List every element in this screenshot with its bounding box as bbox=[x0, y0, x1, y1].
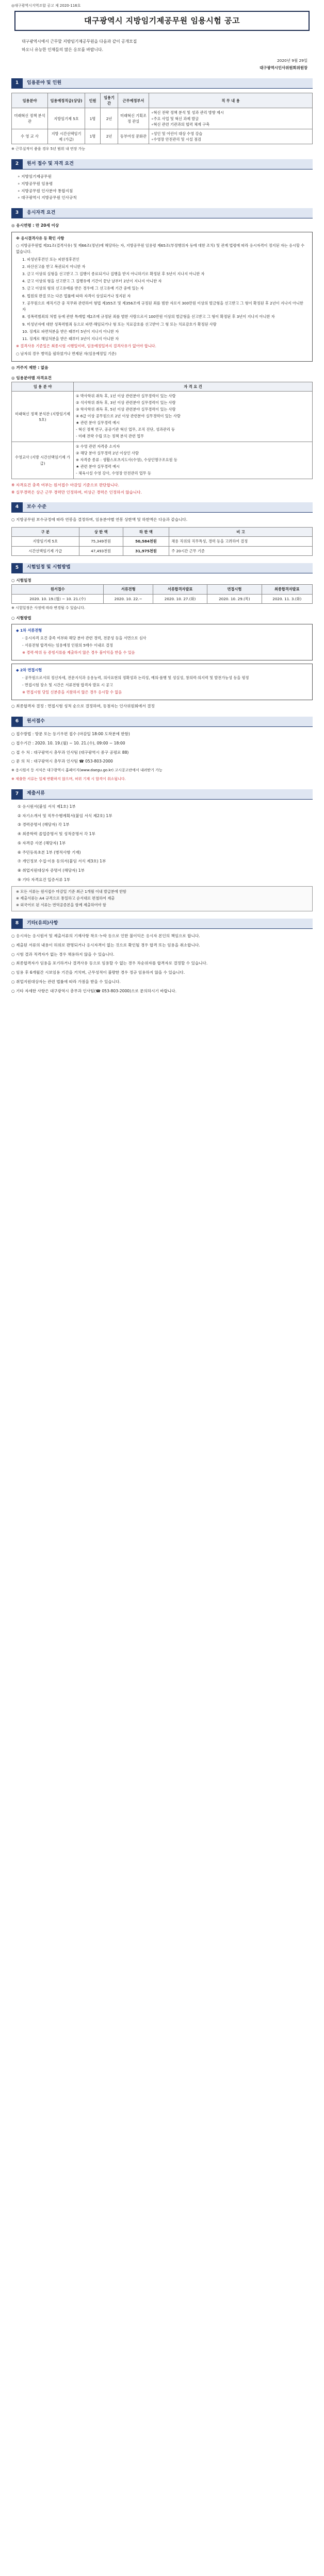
page-title: 대구광역시 지방임기제공무원 임용시험 공고 bbox=[84, 15, 240, 25]
intro bbox=[11, 38, 313, 53]
notebox-line: 3. 금고 이상의 실형을 선고받고 그 집행이 종료되거나 집행을 받지 아니하기로 확정된 후 5년이 지나지 아니한 자 bbox=[22, 271, 205, 276]
section-num: 8 bbox=[11, 919, 23, 929]
th: 원서접수 bbox=[12, 585, 104, 594]
doc-item: ⑨ 기타 자격요건 입증서류 1부 bbox=[18, 877, 70, 882]
salary-table bbox=[11, 527, 313, 555]
td: 1명 bbox=[85, 129, 101, 144]
doc-item: ③ 경력증명서 (해당자) 각 1부 bbox=[18, 822, 70, 827]
table-row bbox=[12, 537, 313, 546]
section-num: 6 bbox=[11, 717, 23, 727]
td: 지방임기제 5호 bbox=[12, 537, 79, 546]
td: 수 영 교 사 bbox=[12, 129, 48, 144]
td: ① 박사학위 취득 후, 1년 이상 관련분야 실무경력이 있는 사람 ② 석사학위 취득 후, 3년 이상 관련분야 실무경력이 있는 사람 ③ 학사학위 취득 후, 5년 이상 관련분야 실무경력이 있는 사람 ④ 6급 이상 공무원으로 2년 이상 관련분야 실무경력이 있는 사람 ★ 관련 분야 실무경력 예시 - 혁신 정책 연구, 공공기관 혁신 업무, 조직 진단, 성과관리 등 - 미래 전략 수립 또는 정책 분석 관련 업무 bbox=[74, 392, 313, 442]
th: 구 분 bbox=[12, 528, 79, 537]
td: 47,493천원 bbox=[79, 546, 123, 555]
section-4-head bbox=[11, 502, 313, 513]
section-title: 임용분야 및 인원 bbox=[23, 78, 313, 89]
s8-lines bbox=[11, 933, 313, 994]
qual-title: ◎ 임용분야별 자격요건 bbox=[11, 375, 52, 380]
list-item: ※ 제출한 서류는 일체 반환하지 않으며, 허위 기재 시 합격이 취소됩니다. bbox=[11, 776, 126, 781]
list-item: ∘ 대구광역시 지방공무원 인사규칙 bbox=[18, 195, 77, 200]
section-8-head bbox=[11, 919, 313, 929]
section-num: 7 bbox=[11, 789, 23, 800]
th: 최종합격자발표 bbox=[262, 585, 312, 594]
qualification-table bbox=[11, 382, 313, 479]
th: 근무예정부서 bbox=[118, 93, 149, 108]
td: ∘혁신 전략 정책 분석 및 성과 관리 방향 제시 ∘주요 사업 및 혁신 과제 발굴 ∘혁신 관련 기관과의 협력 체계 구축 bbox=[149, 108, 313, 129]
section-title: 기타(유의)사항 bbox=[23, 919, 313, 929]
td: 지방 시간선택임기제 (가급) bbox=[48, 129, 85, 144]
s7-docs bbox=[11, 804, 313, 883]
list-item: ○ 취업지원대상자는 관련 법률에 따라 가점을 받을 수 있습니다. bbox=[11, 979, 121, 984]
section-title: 보수 수준 bbox=[23, 502, 313, 513]
notebox-line: ○ 남자의 경우 병역을 필하였거나 면제된 자(임용예정일 기준) bbox=[16, 351, 117, 356]
td: 31,975천원 bbox=[123, 546, 169, 555]
td: 미래혁신 기획조정 관실 bbox=[118, 108, 149, 129]
doc-item: ⑧ 취업지원대상자 증명서 (해당자) 1부 bbox=[18, 868, 85, 873]
section-2-head bbox=[11, 159, 313, 170]
td: ∘성인 및 어린이 대상 수영 강습 ∘수영장 안전관리 및 시설 점검 bbox=[149, 129, 313, 144]
section-num: 1 bbox=[11, 78, 23, 89]
th: 직 무 내 용 bbox=[149, 93, 313, 108]
method-line: ※ 면접시험 당일 신분증을 지참하지 않은 경우 응시할 수 없음 bbox=[22, 690, 122, 694]
section-7-head bbox=[11, 789, 313, 800]
notebox-line: ○ 지방공무원법 제31조(결격사유) 및 제66조(정년)에 해당하는 자, 지방공무원 임용령 제65조(부정행위자 등에 대한 조치) 및 관계 법령에 따라 응시자격이 정지된 자는 응시할 수 없습니다. bbox=[16, 243, 305, 255]
doc-item: ④ 최종학력 졸업증명서 및 성적증명서 각 1부 bbox=[18, 832, 95, 837]
notebox-line: 6. 법원의 판결 또는 다른 법률에 따라 자격이 상실되거나 정지된 자 bbox=[22, 293, 131, 298]
td: 수영교사 (지방 시간선택임기제 가급) bbox=[12, 442, 74, 479]
td: 미래혁신 정책 분석 관 bbox=[12, 108, 48, 129]
td: 2020. 10. 27.(화) bbox=[153, 594, 207, 603]
section-title: 원서접수 bbox=[23, 717, 313, 727]
th: 서류합격자발표 bbox=[153, 585, 207, 594]
table-row bbox=[12, 392, 313, 442]
td: 2020. 10. 19.(월) ~ 10. 21.(수) bbox=[12, 594, 104, 603]
td: 미래혁신 정책 분석관 (지방임기제 5호) bbox=[12, 392, 74, 442]
list-item: ∘ 지방임기제공무원 bbox=[18, 174, 52, 179]
section-num: 5 bbox=[11, 563, 23, 573]
table-row bbox=[12, 546, 313, 555]
s4-lead: ○ 지방공무원 보수규정에 따라 연봉을 결정하며, 임용분야별 연봉 상한액 및 하한액은 다음과 같습니다. bbox=[11, 517, 188, 522]
section-6-head bbox=[11, 717, 313, 727]
th: 임용분야 bbox=[12, 93, 48, 108]
list-item: ○ 제출된 서류의 내용이 허위로 판명되거나 응시자격이 없는 것으로 확인될 경우 합격 또는 임용을 취소합니다. bbox=[11, 942, 200, 947]
table-row bbox=[12, 108, 313, 129]
section-num: 2 bbox=[11, 159, 23, 170]
section-title: 응시자격 요건 bbox=[23, 208, 313, 218]
td: 50,584천원 bbox=[123, 537, 169, 546]
notebox-line: 1. 피성년후견인 또는 피한정후견인 bbox=[22, 257, 79, 262]
td: ① 수영 관련 자격증 소지자 ② 해당 분야 실무경력 2년 이상인 사람 ※ 자격증 종류 : 생활스포츠지도사(수영), 수상인명구조요원 등 ★ 관련 분야 실무경력 예시 - 체육시설 수영 강사, 수영장 안전관리 업무 등 bbox=[74, 442, 313, 479]
th: 자 격 요 건 bbox=[74, 382, 313, 392]
list-item: ○ 접 수 처 : 대구광역시 총무과 인사팀 (대구광역시 중구 공평로 88) bbox=[11, 750, 129, 755]
list-item: ○ 응시자는 응시원서 및 제출서류의 기재사항 착오·누락 등으로 인한 불이익은 응시자 본인의 책임으로 합니다. bbox=[11, 934, 200, 939]
section-num: 4 bbox=[11, 502, 23, 513]
intro-line: 대구광역시에서 근무할 지방임기제공무원을 다음과 같이 공개모집 bbox=[22, 39, 137, 44]
notebox-line: 8. 성폭력범죄의 처벌 등에 관한 특례법 제2조에 규정된 죄를 범한 사람으로서 100만원 이상의 벌금형을 선고받고 그 형이 확정된 후 3년이 지나지 아니한 자 bbox=[22, 314, 275, 319]
method-line: - 응시자격 요건 충족 여부와 해당 분야 관련 경력, 전문성 등을 서면으로 심사 bbox=[22, 635, 147, 640]
list-item: ○ 최종합격자가 임용을 포기하거나 결격사유 등으로 임용할 수 없는 경우 차순위자를 합격자로 결정할 수 있습니다. bbox=[11, 961, 208, 966]
th: 비 고 bbox=[169, 528, 313, 537]
list-item: ○ 문 의 처 : 대구광역시 총무과 인사팀 ☎ 053-803-2000 bbox=[11, 759, 113, 764]
list-item: ○ 접수방법 : 방문 또는 등기우편 접수 (마감일 18:00 도착분에 한함) bbox=[11, 732, 130, 736]
doc-note: ※ 모든 서류는 원서접수 마감일 기준 최근 1개월 이내 발급분에 한함 bbox=[16, 889, 126, 894]
notebox-line: ※ 결격사유 기준일은 최종시험 시행일이며, 임용예정일까지 결격사유가 없어야 합니다. bbox=[16, 344, 156, 349]
td: 동부여성 문화관 bbox=[118, 129, 149, 144]
td: 2020. 10. 22.~ bbox=[104, 594, 153, 603]
th: 임 용 분 야 bbox=[12, 382, 74, 392]
sched-note: ※ 시험일정은 사정에 따라 변경될 수 있습니다. bbox=[11, 605, 86, 610]
s6-lines bbox=[11, 731, 313, 782]
method-title: ○ 시험방법 bbox=[11, 615, 31, 620]
intro-line: 하오니 유능한 인재들의 많은 응모를 바랍니다. bbox=[22, 47, 103, 52]
method-line: ※ 경력·학위 등 증빙서류를 제출하지 않은 경우 불이익을 받을 수 있음 bbox=[22, 650, 135, 655]
notebox-line: 4. 금고 이상의 형을 선고받고 그 집행유예 기간이 끝난 날부터 2년이 지나지 아니한 자 bbox=[22, 279, 162, 284]
method-line: - 면접시험 장소 및 시간은 서류전형 합격자 발표 시 공고 bbox=[22, 682, 113, 687]
section-1-head bbox=[11, 78, 313, 89]
header-note: ◎대구광역시지역조합 공고 제 2020-116호 bbox=[11, 4, 81, 8]
sched-title: ○ 시험일정 bbox=[11, 578, 31, 583]
th: 임용예정직급(상당) bbox=[48, 93, 85, 108]
section-title: 원서 접수 및 자격 요건 bbox=[23, 159, 313, 170]
notebox-line: 9. 미성년자에 대한 성폭력범죄 등으로 파면·해임되거나 형 또는 치료감호를 선고받아 그 형 또는 치료감호가 확정된 사람 bbox=[22, 321, 217, 327]
th: 임용기간 bbox=[101, 93, 118, 108]
th: 인원 bbox=[85, 93, 101, 108]
method-line: - 서류전형 합격자는 임용예정 인원의 5배수 이내로 결정 bbox=[22, 642, 113, 648]
section-title: 제출서류 bbox=[23, 789, 313, 800]
method-1-box bbox=[11, 624, 313, 660]
red-note: ※ 자격요건 충족 여부는 원서접수 마감일 기준으로 판단합니다. bbox=[11, 482, 120, 487]
page bbox=[0, 0, 324, 1009]
td: 시간선택임기제 가급 bbox=[12, 546, 79, 555]
section-3-head bbox=[11, 208, 313, 218]
list-item: ○ 시험 결과 적격자가 없는 경우 채용하지 않을 수 있습니다. bbox=[11, 952, 115, 957]
td: 채용 직위의 직무특성, 경력 등을 고려하여 결정 bbox=[169, 537, 313, 546]
doc-item: ⑦ 개인정보 수집·이용 동의서(붙임 서식 제3호) 1부 bbox=[18, 859, 106, 864]
list-item: ○ 접수기간 : 2020. 10. 19.(월) ~ 10. 21.(수), 09:00 ~ 18:00 bbox=[11, 740, 125, 745]
list-item: ∘ 지방공무원 임용령 bbox=[18, 181, 53, 186]
final-note: ○ 최종합격자 결정 : 면접시험 성적 순으로 결정하며, 동점자는 인사위원회에서 결정 bbox=[11, 704, 155, 709]
list-item: ○ 기타 자세한 사항은 대구광역시 총무과 인사팀(☎ 053-803-2000)으로 문의하시기 바랍니다. bbox=[11, 988, 177, 993]
doc-item: ⑥ 주민등록초본 1부 (병적사항 기재) bbox=[18, 850, 81, 855]
doc-item: ① 응시원서(붙임 서식 제1호) 1부 bbox=[18, 804, 76, 809]
issuer-line: 대구광역시인사위원회위원장 bbox=[260, 65, 307, 70]
method-line: - 공무원으로서의 정신자세, 전문지식과 응용능력, 의사표현의 정확성과 논리성, 예의·품행 및 성실성, 창의력·의지력 및 발전가능성 등을 평정 bbox=[22, 675, 249, 680]
s2-list bbox=[11, 174, 313, 201]
red-note: ※ 실무경력은 상근 근무 경력만 인정하며, 비상근 경력은 인정하지 않습니다. bbox=[11, 489, 142, 495]
td: 2년 bbox=[101, 129, 118, 144]
method-2-box bbox=[11, 664, 313, 700]
title-box bbox=[14, 11, 310, 31]
method-1-title: ◆ 1차 서류전형 bbox=[16, 628, 42, 633]
td: 75,349천원 bbox=[79, 537, 123, 546]
table-row bbox=[12, 594, 313, 603]
td: 2020. 10. 29.(목) bbox=[207, 594, 262, 603]
notebox-title: ※ 응시결격사유 등 확인 사항 bbox=[16, 235, 64, 241]
notebox-line: 11. 징계로 해임처분을 받은 때부터 3년이 지나지 아니한 자 bbox=[22, 336, 119, 342]
doc-item: ⑤ 자격증 사본 (해당자) 1부 bbox=[18, 840, 66, 845]
notebox-line: 7. 공무원으로 재직기간 중 직무와 관련하여 형법 제355조 및 제356조에 규정된 죄를 범한 자로서 300만원 이상의 벌금형을 선고받고 그 형이 확정된 후 2년이 지나지 아니한 자 bbox=[22, 300, 303, 312]
s1-note: ※ 근무실적이 좋을 경우 5년 범위 내 연장 가능 bbox=[11, 147, 86, 151]
td: 2020. 11. 3.(화) bbox=[262, 594, 312, 603]
doc-item: ② 자기소개서 및 직무수행계획서(붙임 서식 제2호) 1부 bbox=[18, 813, 112, 818]
td: 2년 bbox=[101, 108, 118, 129]
td: 1명 bbox=[85, 108, 101, 129]
notebox-line: 5. 금고 이상의 형의 선고유예를 받은 경우에 그 선고유예 기간 중에 있는 자 bbox=[22, 286, 144, 291]
s3-lead: ◎ 응시연령 : 만 20세 이상 bbox=[11, 223, 59, 228]
section-num: 3 bbox=[11, 208, 23, 218]
td: 주 20시간 근무 기준 bbox=[169, 546, 313, 555]
date-line: 2020년 9월 29일 bbox=[277, 58, 307, 63]
residence-title: ◎ 거주지 제한 : 없음 bbox=[11, 365, 48, 370]
doc-note: ※ 제출서류는 A4 규격으로 통일하고 순서대로 편철하여 제출 bbox=[16, 895, 115, 901]
td: 지방임기제 5호 bbox=[48, 108, 85, 129]
section-5-head bbox=[11, 563, 313, 573]
th: 면접시험 bbox=[207, 585, 262, 594]
table-row bbox=[12, 129, 313, 144]
notebox-line: 10. 징계로 파면처분을 받은 때부터 5년이 지나지 아니한 자 bbox=[22, 329, 119, 334]
disqualification-box bbox=[11, 232, 313, 362]
list-item: ∘ 지방공무원 인사분야 통합지침 bbox=[18, 188, 73, 193]
position-table bbox=[11, 93, 313, 144]
th: 서류전형 bbox=[104, 585, 153, 594]
docs-note-box bbox=[11, 886, 313, 911]
doc-note: ※ 외국어로 된 서류는 번역공증본을 함께 제출하여야 함 bbox=[16, 902, 106, 907]
section-title: 시험일정 및 시험방법 bbox=[23, 563, 313, 573]
notebox-line: 2. 파산선고를 받고 복권되지 아니한 자 bbox=[22, 264, 86, 269]
method-2-title: ◆ 2차 면접시험 bbox=[16, 668, 42, 673]
table-row bbox=[12, 442, 313, 479]
th: 상 한 액 bbox=[79, 528, 123, 537]
schedule-table bbox=[11, 584, 313, 603]
list-item: ※ 응시원서 등 서식은 대구광역시 홈페이지(www.daegu.go.kr) 고시공고란에서 내려받기 가능 bbox=[11, 768, 163, 773]
th: 하 한 액 bbox=[123, 528, 169, 537]
list-item: ○ 임용 후 6개월간 시보임용 기간을 거치며, 근무성적이 불량한 경우 정규 임용하지 않을 수 있습니다. bbox=[11, 970, 185, 975]
